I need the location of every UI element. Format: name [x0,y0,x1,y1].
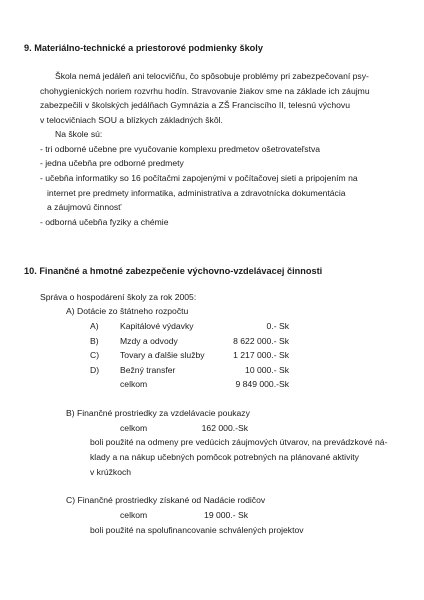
list-item-continuation: a záujmovú činnosť [47,202,122,212]
total-label: celkom [120,510,148,520]
group-a-title: A) Dotácie zo štátneho rozpočtu [66,306,189,316]
note-line: v krúžkoch [90,467,132,477]
total-value: 19 000.- Sk [204,510,248,520]
item-label: Tovary a ďalšie služby [120,350,205,360]
total-label: celkom [120,423,148,433]
paragraph-line: v telocvičniach SOU a blízkych základných škôl. [40,115,223,125]
total-label: celkom [120,379,148,389]
item-label: Bežný transfer [120,365,176,375]
paragraph-line: Škola nemá jedáleň ani telocvičňu, čo spôsobuje problémy pri zabezpečovaní psy- [55,71,369,81]
item-label: Mzdy a odvody [120,336,178,346]
total-value: 162 000.-Sk [201,423,248,433]
paragraph-line: chohygienických noriem rozvrhu hodín. Stravovanie žiakov sme na základe ich záujmu [40,86,370,96]
list-item-continuation: internet pre predmety informatika, administratíva a zdravotnícka dokumentácia [47,188,346,198]
item-label: Kapitálové výdavky [120,321,194,331]
list-intro: Na škole sú: [55,129,103,139]
report-title: Správa o hospodárení školy za rok 2005: [40,292,197,302]
item-value: 1 217 000.- Sk [233,350,289,360]
list-item: - učebňa informatiky so 16 počítačmi zapojenými v počítačovej sieti a pripojením na [40,173,358,183]
item-mark: D) [90,365,100,375]
item-value: 0.- Sk [266,321,289,331]
item-mark: C) [90,350,100,360]
section-9-heading: 9. Materiálno-technické a priestorové podmienky školy [24,43,263,53]
note-line: klady a na nákup učebných pomôcok potrebných na plánované aktivity [90,452,359,462]
list-item: - jedna učebňa pre odborné predmety [40,158,184,168]
item-mark: B) [90,336,99,346]
group-b-title: B) Finančné prostriedky za vzdelávacie poukazy [66,408,250,418]
list-item: - tri odborné učebne pre vyučovanie komplexu predmetov ošetrovateľstva [40,144,321,154]
note-line: boli použité na odmeny pre vedúcich záujmových útvarov, na prevádzkové ná- [90,437,388,447]
item-value: 8 622 000.- Sk [233,336,289,346]
paragraph-line: zabezpečili v školských jedálňach Gymnázia a ZŠ Franciscího II, telesnú výchovu [40,100,350,110]
note-line: boli použité na spolufinancovanie schválených projektov [90,525,304,535]
section-10-heading: 10. Finančné a hmotné zabezpečenie výchovno-vzdelávacej činnosti [24,266,323,276]
list-item: - odborná učebňa fyziky a chémie [40,217,169,227]
total-value: 9 849 000.-Sk [235,379,289,389]
group-c-title: C) Finančné prostriedky získané od Nadácie rodičov [66,495,266,505]
item-value: 10 000.- Sk [245,365,289,375]
item-mark: A) [90,321,99,331]
